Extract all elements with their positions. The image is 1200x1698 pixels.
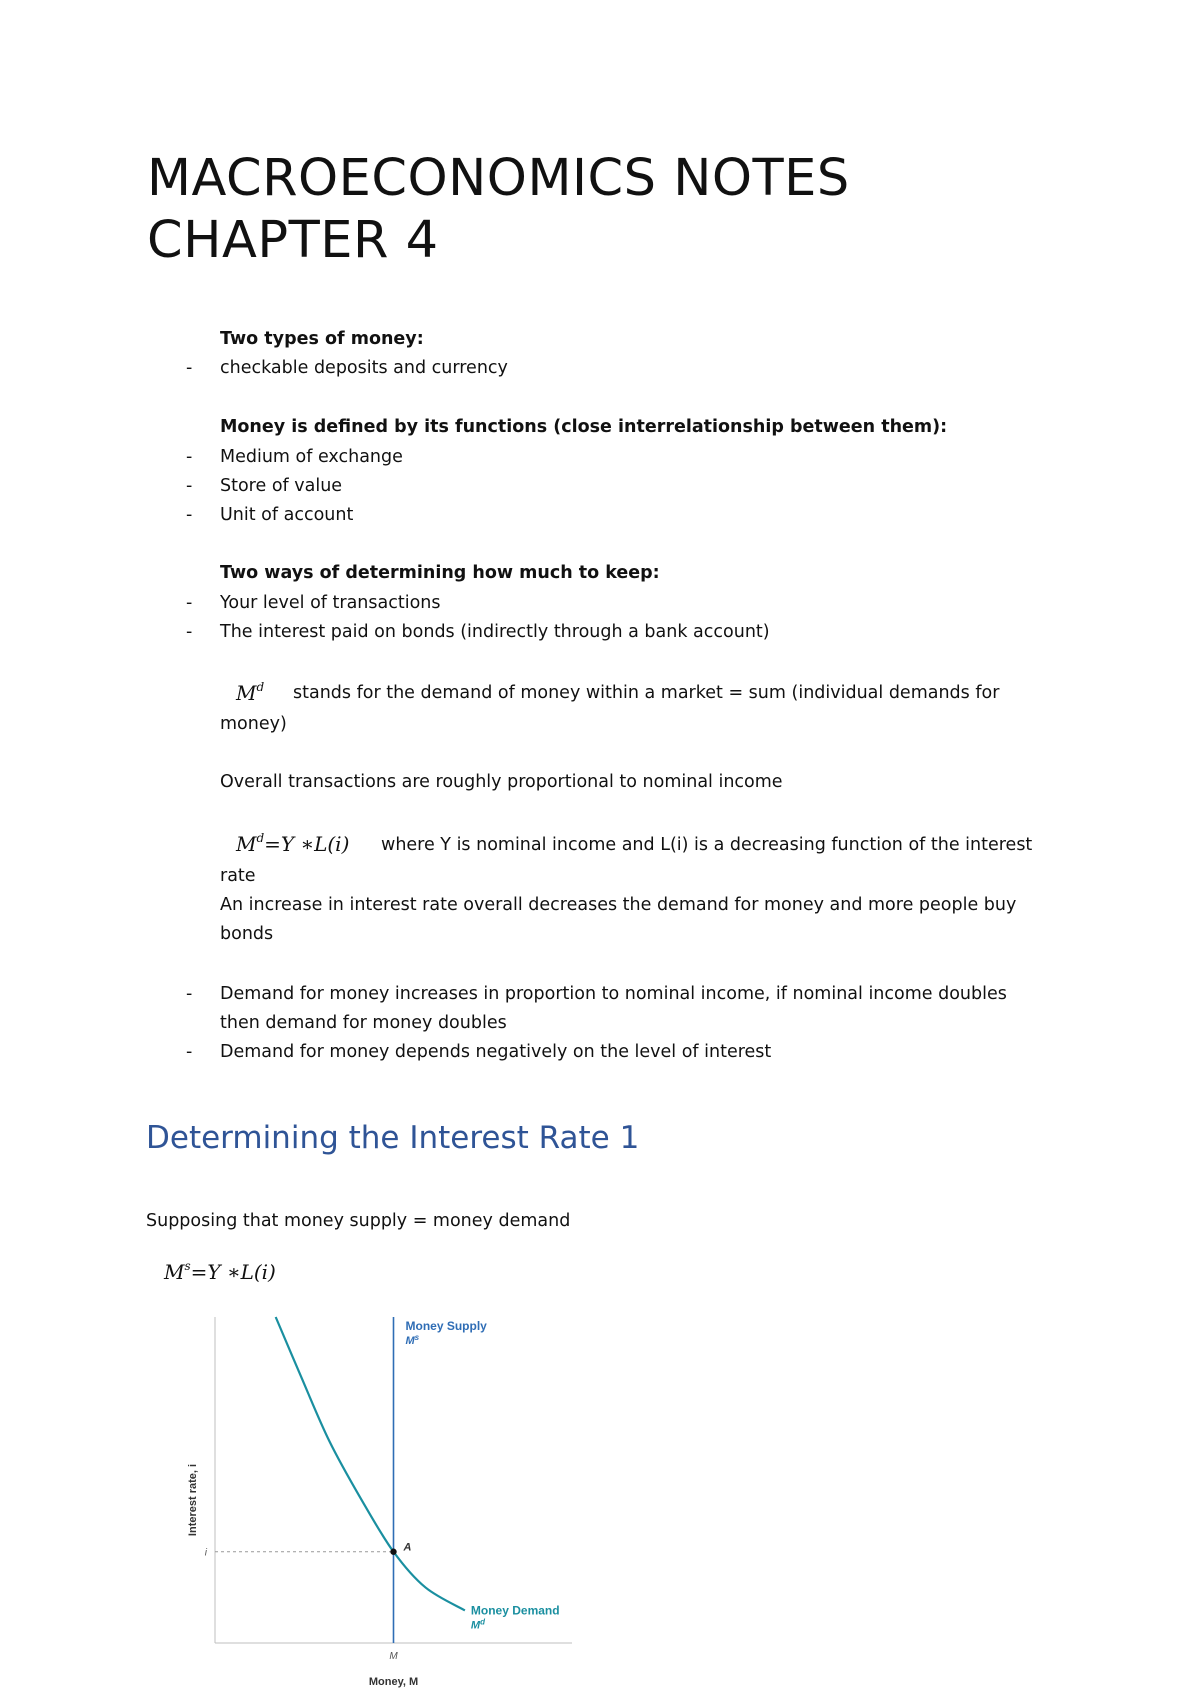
list-dash: -	[186, 476, 193, 496]
increase-text-line-1: An increase in interest rate overall decreases the demand for money and more people buy	[220, 895, 1017, 915]
list-dash: -	[186, 358, 193, 378]
money-demand-symbol: $M^d$	[470, 1617, 485, 1632]
functions-item-2: Store of value	[220, 476, 343, 496]
x-tick-label: M	[389, 1651, 398, 1662]
list-dash: -	[186, 447, 193, 467]
equilibrium-label: A	[403, 1541, 412, 1554]
md-definition-line-1: stands for the demand of money within a market = sum (individual demands for	[293, 683, 1000, 703]
list-dash: -	[186, 622, 193, 642]
property-1-line-1: Demand for money increases in proportion to nominal income, if nominal income doubles	[220, 984, 1007, 1004]
list-dash: -	[186, 593, 193, 613]
title-line-2: CHAPTER 4	[147, 211, 439, 270]
formula-equilibrium: $M^s=Y$ ∗L(i)	[164, 1259, 276, 1284]
money-demand-curve	[276, 1317, 465, 1610]
md-definition-line-2: money)	[220, 714, 287, 734]
section-heading: Determining the Interest Rate 1	[146, 1120, 640, 1156]
formula-explanation-line-2: rate	[220, 866, 256, 886]
list-dash: -	[186, 1042, 193, 1062]
ways-item-1: Your level of transactions	[220, 593, 441, 613]
y-axis-label: Interest rate, i	[187, 1463, 199, 1537]
property-2: Demand for money depends negatively on the level of interest	[220, 1042, 772, 1062]
money-market-chart	[180, 1315, 600, 1695]
ways-heading: Two ways of determining how much to keep:	[220, 563, 660, 583]
title-line-1: MACROECONOMICS NOTES	[147, 149, 850, 208]
formula-explanation-line-1: where Y is nominal income and L(i) is a decreasing function of the interest	[381, 835, 1033, 855]
equilibrium-point	[390, 1549, 396, 1555]
money-supply-legend: Money Supply	[405, 1319, 487, 1334]
types-item-1: checkable deposits and currency	[220, 358, 508, 378]
ways-item-2: The interest paid on bonds (indirectly through a bank account)	[220, 622, 770, 642]
formula-money-demand: $M^d=Y$ ∗L(i)	[236, 831, 350, 856]
supposing-text: Supposing that money supply = money demand	[146, 1211, 571, 1231]
functions-heading: Money is defined by its functions (close interrelationship between them):	[220, 417, 948, 437]
x-axis-label: Money, M	[368, 1676, 419, 1688]
types-heading: Two types of money:	[220, 329, 424, 349]
increase-text-line-2: bonds	[220, 924, 274, 944]
functions-item-3: Unit of account	[220, 505, 354, 525]
property-1-line-2: then demand for money doubles	[220, 1013, 507, 1033]
md-symbol: $M^d$	[236, 680, 265, 705]
list-dash: -	[186, 505, 193, 525]
money-supply-symbol: $M^s$	[405, 1333, 420, 1348]
list-dash: -	[186, 984, 193, 1004]
y-tick-label: i	[204, 1547, 207, 1559]
functions-item-1: Medium of exchange	[220, 447, 403, 467]
money-demand-legend: Money Demand	[470, 1603, 560, 1618]
document-title	[147, 148, 850, 272]
transactions-text: Overall transactions are roughly proportional to nominal income	[220, 772, 783, 792]
